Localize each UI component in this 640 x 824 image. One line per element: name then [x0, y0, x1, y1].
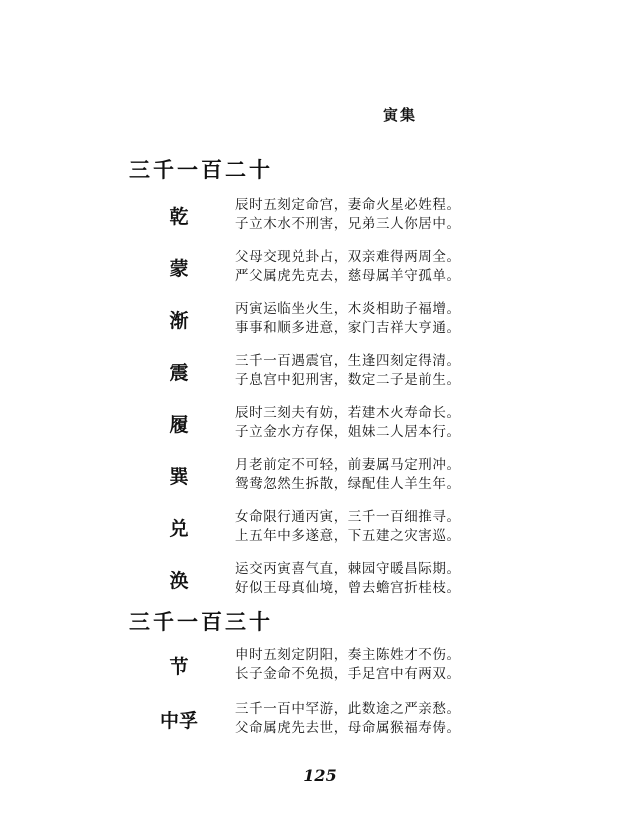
verse-line: 子息宫中犯刑害，数定二子是前生。: [235, 372, 461, 388]
verse-entry: [0, 349, 640, 393]
verse-entry: [0, 505, 640, 549]
section-title: 三千一百二十: [129, 157, 273, 182]
hexagram-name: 巽: [169, 466, 189, 488]
verse-line: 三千一百中罕游，此数途之严亲愁。: [235, 701, 461, 717]
verse-entry: [0, 401, 640, 445]
verse-entry: [0, 643, 640, 687]
verse-entry: [0, 557, 640, 601]
hexagram-name: 蒙: [169, 258, 189, 280]
verse-entry: [0, 697, 640, 741]
section-title: 三千一百三十: [129, 609, 273, 634]
hexagram-name: 震: [169, 362, 189, 384]
page-number: 125: [303, 766, 337, 785]
hexagram-name: 节: [169, 656, 189, 678]
verse-line: 辰时五刻定命宫，妻命火星必姓程。: [235, 197, 461, 213]
verse-line: 三千一百遇震官，生逢四刻定得清。: [235, 353, 461, 369]
verse-line: 父母交现兑卦占，双亲难得两周全。: [235, 249, 461, 265]
verse-line: 子立木水不刑害，兄弟三人你居中。: [235, 216, 461, 232]
verse-line: 女命限行通丙寅，三千一百细推寻。: [235, 509, 461, 525]
verse-line: 子立金水方存保，姐妹二人居本行。: [235, 424, 461, 440]
verse-line: 长子金命不免损，手足宫中有两双。: [235, 666, 461, 682]
verse-line: 运交丙寅喜气直，棘园守暖昌际期。: [235, 561, 461, 577]
verse-entry: [0, 245, 640, 289]
hexagram-name: 履: [169, 414, 189, 436]
hexagram-name: 中孚: [159, 710, 198, 732]
verse-line: 严父属虎先克去，慈母属羊守孤单。: [235, 268, 461, 284]
verse-entry: [0, 193, 640, 237]
verse-line: 父命属虎先去世，母命属猴福寿俦。: [235, 720, 461, 736]
verse-line: 丙寅运临坐火生，木炎相助子福增。: [235, 301, 461, 317]
verse-line: 事事和顺多进意，家门吉祥大亨通。: [235, 320, 461, 336]
verse-line: 辰时三刻夫有妨，若建木火寿命长。: [235, 405, 461, 421]
verse-line: 鸳鸯忽然生拆散，绿配佳人羊生年。: [235, 476, 461, 492]
verse-line: 申时五刻定阴阳，奏主陈姓才不伤。: [235, 647, 461, 663]
verse-entry: [0, 453, 640, 497]
running-header: 寅集: [383, 106, 418, 124]
hexagram-name: 乾: [169, 206, 189, 228]
hexagram-name: 兑: [169, 518, 189, 540]
verse-line: 好似王母真仙境，曾去蟾宫折桂枝。: [235, 580, 461, 596]
hexagram-name: 渐: [169, 310, 189, 332]
hexagram-name: 涣: [169, 570, 189, 592]
verse-line: 上五年中多遂意，下五建之灾害巡。: [235, 528, 461, 544]
verse-line: 月老前定不可轻，前妻属马定刑冲。: [235, 457, 461, 473]
verse-entry: [0, 297, 640, 341]
